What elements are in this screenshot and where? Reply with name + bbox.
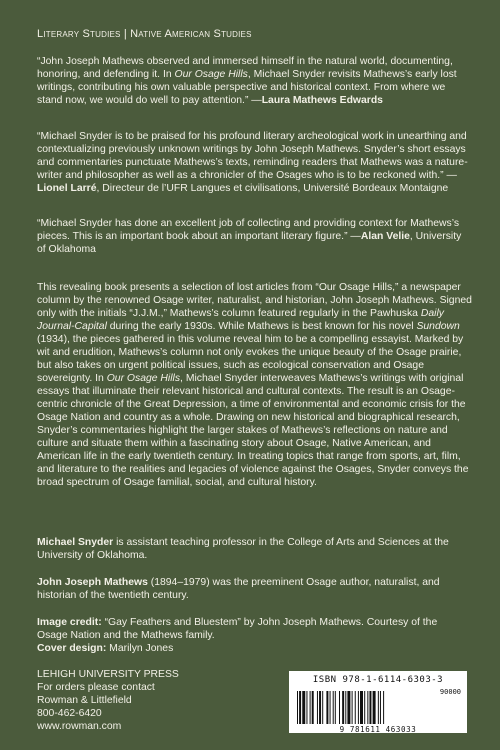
publisher-website: www.rowman.com — [37, 721, 122, 732]
isbn-number: ISBN 978-1-6114-6303-3 — [312, 675, 444, 685]
quote-text: “Michael Snyder has done an excellent job of collecting and providing context for Mathews’s pieces. This is an important book about an important literary figure.” — — [37, 218, 460, 242]
quote-affiliation: , Directeur de l’UFR Langues et civilisations, Université Bordeaux Montaigne — [96, 183, 449, 194]
publisher-phone: 800-462-6420 — [37, 708, 102, 719]
description-text: , Michael Snyder interweaves Mathews’s writings with original essays that illuminate their relevant historical and cultural contexts. The result is an Osage-centric chronicle of the Great Depression, a time of environmental and economic crisis for the Osage Nation and country as a whole. Drawing on new historical and biographical research, Snyder’s commentaries highlight the larger stakes of Mathews’s reflections on nature and culture and situate them within a fascinating story about Osage, Native American, and American life in the early twentieth century. In treating topics that range from sports, art, film, and literature to the realities and legacies of violence against the Osages, Snyder conveys the broad spectrum of Osage familial, social, and cultural history. — [37, 373, 469, 488]
book-description — [37, 281, 477, 489]
barcode-stripe — [345, 691, 346, 724]
image-credit-text: “Gay Feathers and Bluestem” by John Joseph Mathews. Courtesy of the Osage Nation and the Mathews family. — [37, 617, 438, 641]
barcode-stripe — [319, 691, 321, 724]
barcode-stripe — [352, 691, 353, 724]
image-credit-label: Image credit: — [37, 617, 102, 628]
publisher-line: For orders please contact — [37, 682, 155, 693]
bio-text: is assistant teaching professor in the College of Arts and Sciences at the University of Oklahoma. — [37, 537, 449, 561]
barcode-stripe — [373, 691, 376, 724]
credits — [37, 616, 467, 655]
barcode-stripe — [342, 691, 344, 724]
author-bio-snyder — [37, 536, 467, 562]
barcode-stripe — [302, 691, 305, 724]
cover-design-credit — [37, 642, 467, 655]
quote-text: , Michael Snyder revisits Mathews’s early lost writings, contributing his own valuable perspective and historical context. From where we stand now, we would do well to pay attention.” — — [37, 69, 457, 106]
quote-book-title: Our Osage Hills — [174, 69, 248, 80]
cover-design-label: Cover design: — [37, 643, 107, 654]
quote-author: Lionel Larré — [37, 183, 97, 194]
barcode-stripe — [322, 691, 323, 724]
quote-affiliation: , University of Oklahoma — [37, 231, 462, 255]
blurb-quote-3 — [37, 217, 472, 256]
barcode-stripe — [360, 691, 363, 724]
author-bio-mathews — [37, 576, 467, 602]
category-label: Literary Studies | Native American Studies — [37, 28, 252, 40]
blurb-quote-1 — [37, 55, 472, 107]
barcode-stripe — [339, 691, 340, 724]
quote-author: Alan Velie — [360, 231, 410, 242]
isbn-barcode — [289, 671, 467, 733]
bio-text: (1894–1979) was the preeminent Osage author, naturalist, and historian of the twentieth century. — [37, 577, 440, 601]
barcode-stripe — [367, 691, 368, 724]
barcode-stripe — [312, 691, 314, 724]
quote-author: Laura Mathews Edwards — [261, 95, 383, 106]
barcode-stripe — [355, 691, 356, 724]
barcode-bars — [297, 691, 459, 724]
barcode-stripe — [335, 691, 336, 724]
newspaper-title: Daily Journal-Capital — [37, 308, 444, 332]
publisher-line: Rowman & Littlefield — [37, 695, 132, 706]
barcode-stripe — [306, 691, 307, 724]
barcode-stripe — [310, 691, 311, 724]
barcode-stripe — [369, 691, 371, 724]
barcode-digits: 9 781611 463033 — [339, 725, 417, 734]
book-title: Our Osage Hills — [106, 373, 181, 384]
bio-name: Michael Snyder — [37, 537, 114, 548]
novel-title: Sundown — [416, 321, 460, 332]
barcode-stripe — [326, 691, 328, 724]
price-code: 90000 — [439, 688, 461, 696]
barcode-stripe — [364, 691, 365, 724]
description-text: This revealing book presents a selection of lost articles from “Our Osage Hills,” a newspaper column by the renowned Osage writer, naturalist, and historian, John Joseph Mathews. Signed only with the initials “J.J.M.,” Mathews’s column featured regularly in the Pawhuska — [37, 282, 472, 319]
barcode-stripe — [383, 691, 384, 724]
description-text: during the early 1930s. While Mathews is best known for his novel — [106, 321, 417, 332]
barcode-stripe — [317, 691, 318, 724]
barcode-stripe — [297, 691, 298, 724]
barcode-stripe — [347, 691, 350, 724]
blurb-quote-2 — [37, 130, 472, 195]
barcode-stripe — [299, 691, 301, 724]
quote-text: “Michael Snyder is to be praised for his profound literary archeological work in unearthing and contextualizing previously unknown writings by John Joseph Mathews. Snyder’s short essays and commentaries punctuate Mathews’s texts, reminding readers that Mathews was a nature-writer and philosopher as well as a chronicler of the Osages who is to be reckoned with.” — — [37, 131, 468, 181]
cover-design-text: Marilyn Jones — [106, 643, 174, 654]
quote-text: “John Joseph Mathews observed and immersed himself in the natural world, documenting, honoring, and defending it. In — [37, 56, 453, 80]
barcode-stripe — [330, 691, 331, 724]
barcode-stripe — [333, 691, 334, 724]
bio-name: John Joseph Mathews — [37, 577, 148, 588]
description-text: (1934), the pieces gathered in this volume reveal him to be a compelling essayist. Marked by wit and erudition, Mathews’s column not only evokes the unique beauty of the Osage prairie, but also takes on urgent political issues, such as ecological conservation and Osage sovereignty. In — [37, 334, 464, 384]
barcode-stripe — [380, 691, 381, 724]
publisher-name: LEHIGH UNIVERSITY PRESS — [37, 669, 179, 680]
image-credit — [37, 616, 467, 642]
barcode-stripe — [378, 691, 379, 724]
publisher-block — [37, 668, 237, 733]
barcode-stripe — [358, 691, 359, 724]
